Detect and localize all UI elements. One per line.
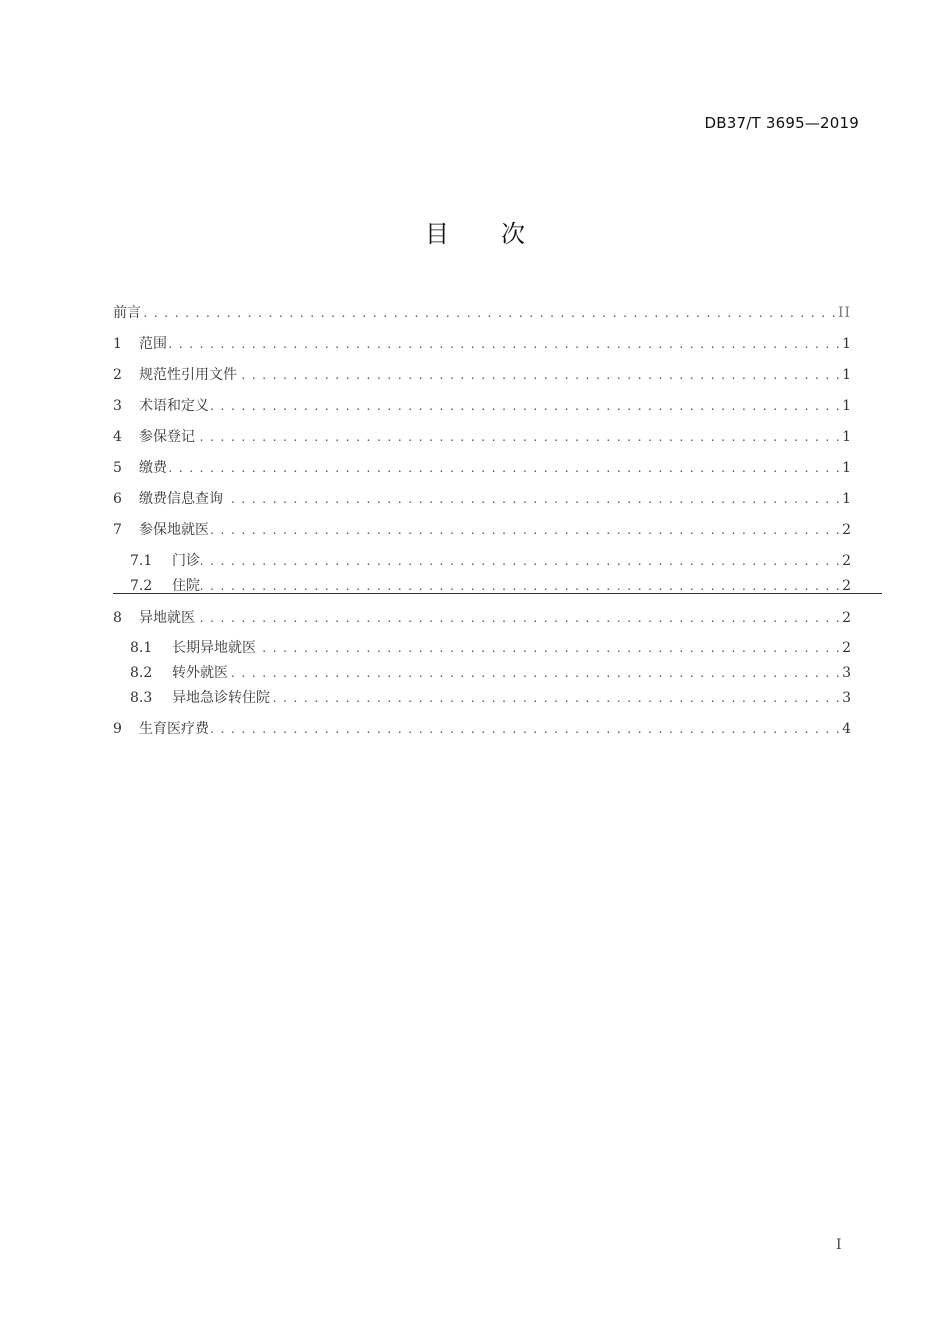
toc-entry-label: 生育医疗费: [139, 721, 209, 737]
toc-entry-page: 3: [842, 690, 851, 706]
toc-title-part1: 目: [425, 220, 449, 248]
toc-dot-leader: [168, 458, 841, 478]
toc-dot-leader: [229, 663, 841, 683]
toc-entry-label: 住院: [172, 578, 200, 594]
toc-entry-number: 8.3: [130, 690, 153, 706]
toc-entry-label: 异地就医: [139, 610, 195, 626]
toc-entry-page: 2: [842, 640, 851, 656]
toc-entry-number: 6: [113, 491, 122, 507]
toc-entry-label: 参保登记: [139, 429, 195, 445]
toc-entry-label: 范围: [139, 336, 167, 352]
toc-entry-label: 前言: [113, 305, 141, 321]
toc-entry-label: 转外就医: [172, 665, 228, 681]
toc-dot-leader: [271, 688, 841, 708]
toc-dot-leader: [210, 520, 841, 540]
toc-title-part2: 次: [501, 220, 525, 248]
toc-entry-number: 4: [113, 429, 122, 445]
toc-dot-leader: [210, 719, 841, 739]
toc-entry-label: 规范性引用文件: [139, 367, 237, 383]
toc-entry-8-3[interactable]: [130, 688, 851, 708]
toc-dot-leader: [257, 638, 841, 658]
toc-dot-leader: [201, 551, 841, 571]
toc-entry-page: 2: [842, 610, 851, 626]
toc-entry-label: 术语和定义: [139, 398, 209, 414]
document-code: DB37/T 3695—2019: [704, 114, 859, 132]
toc-entry-8[interactable]: [113, 608, 851, 628]
toc-dot-leader: [168, 334, 841, 354]
toc-entry-page: 2: [842, 522, 851, 538]
toc-entry-8-2[interactable]: [130, 663, 851, 683]
toc-entry-page: II: [837, 305, 851, 321]
toc-entry-label: 缴费信息查询: [139, 491, 223, 507]
toc-entry-number: 1: [113, 336, 122, 352]
toc-entry-page: 4: [842, 721, 851, 737]
toc-entry-page: 1: [842, 398, 851, 414]
toc-entry-8-1[interactable]: [130, 638, 851, 658]
toc-entry-number: 8: [113, 610, 122, 626]
toc-dot-leader: [142, 303, 837, 323]
toc-entry-page: 1: [842, 367, 851, 383]
toc-entry-7[interactable]: [113, 520, 851, 540]
toc-entry-page: 1: [842, 336, 851, 352]
toc-entry-number: 7.1: [130, 553, 153, 569]
page-number: I: [836, 1237, 842, 1253]
toc-entry-page: 1: [842, 491, 851, 507]
toc-entry-page: 3: [842, 665, 851, 681]
toc-entry-page: 1: [842, 460, 851, 476]
toc-dot-leader: [196, 427, 841, 447]
toc-entry-label: 门诊: [172, 553, 200, 569]
toc-entry-number: 3: [113, 398, 122, 414]
toc-entry-3[interactable]: [113, 396, 851, 416]
toc-entry-number: 7.2: [130, 578, 153, 594]
toc-title: [0, 214, 950, 249]
toc-dot-leader: [196, 608, 841, 628]
toc-entry-number: 8.1: [130, 640, 153, 656]
toc-dot-leader: [238, 365, 841, 385]
toc-entry-number: 2: [113, 367, 122, 383]
toc-entry-page: 1: [842, 429, 851, 445]
toc-entry-5[interactable]: [113, 458, 851, 478]
toc-entry-6[interactable]: [113, 489, 851, 509]
toc-entry-number: 7: [113, 522, 122, 538]
toc-entry-foreword[interactable]: [113, 303, 851, 323]
toc-entry-page: 2: [842, 553, 851, 569]
toc-entry-7-1[interactable]: [130, 551, 851, 571]
toc-entry-label: 异地急诊转住院: [172, 690, 270, 706]
toc-dot-leader: [224, 489, 841, 509]
toc-entry-label: 参保地就医: [139, 522, 209, 538]
toc-entry-label: 长期异地就医: [172, 640, 256, 656]
toc-entry-2[interactable]: [113, 365, 851, 385]
toc-entry-number: 8.2: [130, 665, 153, 681]
toc-entry-number: 5: [113, 460, 122, 476]
toc-entry-number: 9: [113, 721, 122, 737]
toc-entry-1[interactable]: [113, 334, 851, 354]
toc-entry-page: 2: [842, 578, 851, 594]
toc-entry-label: 缴费: [139, 460, 167, 476]
toc-entry-9[interactable]: [113, 719, 851, 739]
toc-dot-leader: [210, 396, 841, 416]
horizontal-rule: [113, 593, 882, 594]
toc-entry-4[interactable]: [113, 427, 851, 447]
